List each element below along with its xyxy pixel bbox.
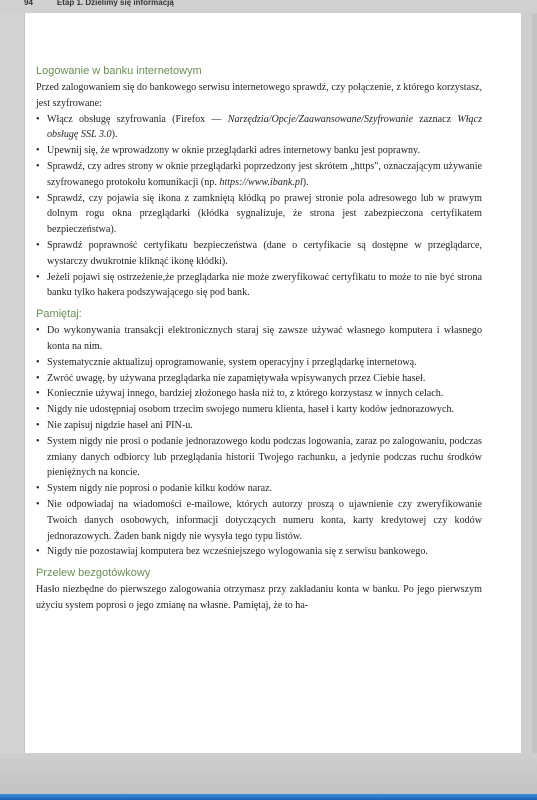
page-content [36, 64, 482, 614]
list-item: • Sprawdź, czy pojawia się ikona z zamkniętą kłódką po prawej stronie pola adresowego lub w prawym dolnym rogu okna przeglądarki (kłódka sygnalizuje, że strona jest zabezpieczona certyfikatem bezpieczeństwa). [36, 191, 482, 238]
text-run: ). [111, 129, 118, 141]
list-item: • Nigdy nie pozostawiaj komputera bez wcześniejszego wylogowania się z serwisu bankowego. [36, 544, 482, 560]
scrollbar[interactable] [532, 13, 537, 753]
viewer-bottom-bar [0, 753, 537, 794]
text-run: Sprawdź, czy adres strony w oknie przeglądarki poprzedzony jest skrótem „https", oznaczającym używanie szyfrowanego protokołu komunikacji (np. [47, 160, 482, 188]
section-title-transfer: Przelew bezgotówkowy [36, 567, 151, 580]
menu-path: Narzędzia/Opcje/Zaawansowane/Szyfrowanie [227, 113, 413, 125]
section-title-remember: Pamiętaj: [36, 308, 82, 321]
running-head [24, 0, 174, 10]
login-intro: Przed zalogowaniem się do bankowego serwisu internetowego sprawdź, czy połączenie, z którego korzystasz, jest szyfrowane: [36, 82, 482, 109]
example-url: https://www.ibank.pl [219, 176, 303, 188]
list-item: • Upewnij się, że wprowadzony w oknie przeglądarki adres internetowy banku jest poprawny. [36, 143, 482, 159]
list-item: • Jeżeli pojawi się ostrzeżenie,że przeglądarka nie może zweryfikować certyfikatu to może to nie być strona banku tylko hakera podszywającego się pod bank. [36, 270, 482, 302]
section-title-login: Logowanie w banku internetowym [36, 65, 202, 77]
remember-list [36, 323, 482, 560]
list-item: • System nigdy nie prosi o podanie jednorazowego kodu podczas logowania, zaraz po zalogowaniu, podczas zmiany danych odbiorcy lub przeglądania historii Twojego rachunku, a jedynie podczas ruchu środków pieniężnych na koncie. [36, 434, 482, 481]
text-run: ). [302, 176, 309, 188]
transfer-text: Hasło niezbędne do pierwszego zalogowania otrzymasz przy zakładaniu konta w banku. Po jego pierwszym użyciu system poprosi o jego zmianę na własne. Pamiętaj, że to ha- [36, 584, 482, 611]
viewer-top-bar [0, 0, 537, 13]
page-number: 94 [24, 0, 33, 7]
list-item: • System nigdy nie poprosi o podanie kilku kodów naraz. [36, 481, 482, 497]
login-list [36, 112, 482, 302]
text-run: Włącz obsługę szyfrowania (Firefox — [47, 113, 228, 125]
text-run: zaznacz [412, 113, 458, 125]
list-item: • Sprawdź poprawność certyfikatu bezpieczeństwa (dane o certyfikacie są dostępne w przeglądarce, wystarczy dwukrotnie kliknąć ikonę kłódki). [36, 238, 482, 270]
list-item: • Systematycznie aktualizuj oprogramowanie, system operacyjny i przeglądarkę internetową. [36, 355, 482, 371]
list-item: • Zwróć uwagę, by używana przeglądarka nie zapamiętywała wpisywanych przez Ciebie haseł. [36, 371, 482, 387]
list-item [36, 159, 482, 191]
os-taskbar [0, 794, 537, 800]
list-item: • Nigdy nie udostępniaj osobom trzecim swojego numeru klienta, haseł i karty kodów jednorazowych. [36, 402, 482, 418]
list-item: • Nie zapisuj nigdzie haseł ani PIN-u. [36, 418, 482, 434]
chapter-title: Etap 1. Dzielimy się informacją [56, 0, 174, 7]
list-item [36, 112, 482, 144]
list-item: • Koniecznie używaj innego, bardziej złożonego hasła niż to, z którego korzystasz w innych celach. [36, 386, 482, 402]
option-name: Włącz obsługę SSL 3.0 [47, 113, 482, 141]
list-item: • Do wykonywania transakcji elektronicznych staraj się zawsze używać własnego komputera i własnego konta na nim. [36, 323, 482, 355]
list-item: • Nie odpowiadaj na wiadomości e-mailowe, których autorzy proszą o ujawnienie czy zweryfikowanie Twoich danych osobowych, informacji dotyczących numeru konta, karty kredytowej czy kodów jednorazowych. Żaden bank nigdy nie wysyła tego typu listów. [36, 497, 482, 544]
